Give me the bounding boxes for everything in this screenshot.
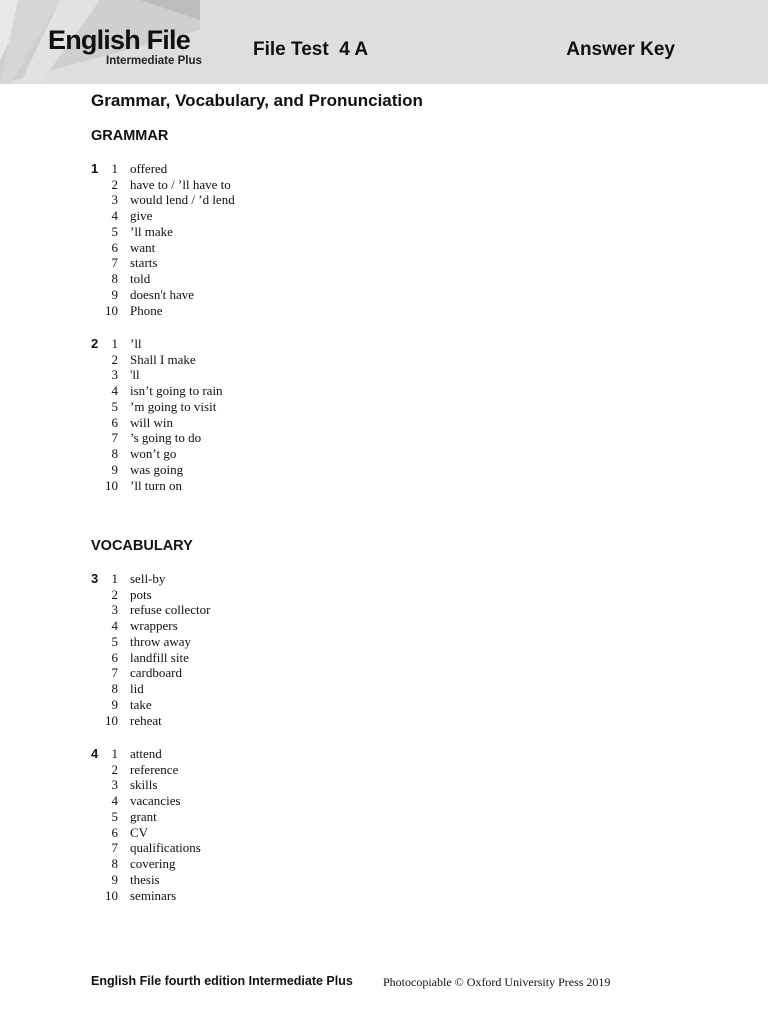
item-number: 9 (111, 461, 118, 477)
answer-text: would lend / ’d lend (130, 192, 235, 208)
item-number: 7 (111, 665, 118, 681)
answer-row (91, 193, 491, 209)
item-number: 1 (111, 745, 118, 761)
item-number: 3 (111, 367, 118, 383)
item-number: 4 (111, 208, 118, 224)
answer-text: pots (130, 586, 152, 602)
item-number: 6 (111, 414, 118, 430)
answer-row (91, 697, 491, 713)
answer-text: Phone (130, 302, 163, 318)
answer-row (91, 271, 491, 287)
answer-row (91, 666, 491, 682)
answer-text: landfill site (130, 649, 189, 665)
answer-text: isn’t going to rain (130, 383, 223, 399)
item-number: 7 (111, 255, 118, 271)
item-number: 4 (111, 793, 118, 809)
answer-text: won’t go (130, 446, 177, 462)
item-number: 9 (111, 871, 118, 887)
answer-text: thesis (130, 871, 160, 887)
exercise-number: 2 (91, 336, 99, 352)
answer-text: reference (130, 761, 179, 777)
item-number: 5 (111, 633, 118, 649)
answer-text: ’m going to visit (130, 398, 217, 414)
section-title: Grammar, Vocabulary, and Pronunciation (91, 91, 423, 110)
answer-text: ’ll turn on (130, 477, 182, 493)
item-number: 7 (111, 430, 118, 446)
answer-text: want (130, 239, 156, 255)
answer-text: starts (130, 255, 158, 271)
answer-row (91, 478, 491, 494)
item-number: 8 (111, 681, 118, 697)
answer-row (91, 208, 491, 224)
answer-text: sell-by (130, 570, 166, 586)
answer-row (91, 431, 491, 447)
page-header (0, 0, 768, 84)
answer-text: offered (130, 160, 168, 176)
exercise-number: 1 (91, 161, 99, 177)
answer-text: qualifications (130, 840, 201, 856)
item-number: 10 (105, 302, 118, 318)
item-number: 8 (111, 446, 118, 462)
answer-text: wrappers (130, 618, 178, 634)
logo-title: English File (48, 25, 190, 55)
item-number: 5 (111, 808, 118, 824)
answer-text: will win (130, 414, 173, 430)
answer-row (91, 778, 491, 794)
answer-row (91, 303, 491, 319)
exercise-2 (91, 336, 491, 494)
answer-text: give (130, 208, 153, 224)
answer-text: seminars (130, 887, 177, 903)
item-number: 5 (111, 223, 118, 239)
item-number: 1 (111, 160, 118, 176)
item-number: 6 (111, 824, 118, 840)
vocabulary-heading: VOCABULARY (91, 538, 193, 554)
item-number: 9 (111, 696, 118, 712)
answer-text: refuse collector (130, 602, 211, 618)
item-number: 1 (111, 570, 118, 586)
answer-row (91, 793, 491, 809)
item-number: 8 (111, 856, 118, 872)
answer-row (91, 713, 491, 729)
item-number: 10 (105, 477, 118, 493)
item-number: 2 (111, 761, 118, 777)
answer-text: ’ll (130, 335, 142, 351)
item-number: 3 (111, 192, 118, 208)
exercise-4 (91, 746, 491, 904)
answer-row (91, 888, 491, 904)
item-number: 8 (111, 271, 118, 287)
answer-text: lid (130, 681, 144, 697)
answer-text: doesn't have (130, 286, 195, 302)
answer-key-label: Answer Key (566, 39, 675, 60)
answer-row (91, 368, 491, 384)
item-number: 1 (111, 335, 118, 351)
item-number: 5 (111, 398, 118, 414)
footer-copyright: Photocopiable © Oxford University Press 2019 (383, 975, 611, 989)
answer-text: Shall I make (130, 351, 196, 367)
answer-text: CV (130, 824, 149, 840)
answer-text: have to / ’ll have to (130, 176, 231, 192)
answer-text: grant (130, 808, 157, 824)
item-number: 3 (111, 602, 118, 618)
footer-edition: English File fourth edition Intermediate Plus (91, 974, 353, 988)
item-number: 6 (111, 239, 118, 255)
exercise-number: 4 (91, 746, 99, 762)
grammar-heading: GRAMMAR (91, 128, 169, 144)
exercise-3 (91, 571, 491, 729)
answer-row (91, 462, 491, 478)
answer-row (91, 571, 491, 587)
answer-text: attend (130, 745, 162, 761)
answer-text: was going (130, 461, 184, 477)
item-number: 2 (111, 586, 118, 602)
answer-row (91, 809, 491, 825)
answer-row (91, 603, 491, 619)
answer-row (91, 240, 491, 256)
answer-row (91, 650, 491, 666)
answer-text: vacancies (130, 793, 181, 809)
answer-row (91, 587, 491, 603)
answer-text: told (130, 271, 151, 287)
answer-row (91, 177, 491, 193)
answer-row (91, 618, 491, 634)
item-number: 6 (111, 649, 118, 665)
item-number: 10 (105, 887, 118, 903)
answer-row (91, 287, 491, 303)
exercise-1 (91, 161, 491, 319)
answer-text: covering (130, 856, 176, 872)
answer-row (91, 352, 491, 368)
answer-text: take (130, 696, 152, 712)
item-number: 10 (105, 712, 118, 728)
answer-row (91, 256, 491, 272)
answer-text: ’s going to do (130, 430, 202, 446)
english-file-logo (48, 26, 202, 68)
answer-text: throw away (130, 633, 192, 649)
item-number: 7 (111, 840, 118, 856)
answer-row (91, 224, 491, 240)
answer-row (91, 415, 491, 431)
item-number: 4 (111, 618, 118, 634)
item-number: 2 (111, 176, 118, 192)
item-number: 4 (111, 383, 118, 399)
answer-row (91, 634, 491, 650)
answer-text: ’ll make (130, 223, 173, 239)
answer-row (91, 336, 491, 352)
answer-text: skills (130, 777, 158, 793)
answer-row (91, 446, 491, 462)
answer-row (91, 746, 491, 762)
item-number: 3 (111, 777, 118, 793)
answer-row (91, 841, 491, 857)
item-number: 2 (111, 351, 118, 367)
logo-subtitle: Intermediate Plus (106, 55, 202, 67)
answer-row (91, 825, 491, 841)
answer-text: reheat (130, 712, 162, 728)
answer-row (91, 383, 491, 399)
answer-row (91, 681, 491, 697)
item-number: 9 (111, 286, 118, 302)
test-title: File Test 4 A (253, 39, 369, 60)
answer-row (91, 872, 491, 888)
answer-row (91, 856, 491, 872)
answer-row (91, 399, 491, 415)
answer-row (91, 161, 491, 177)
answer-row (91, 762, 491, 778)
answer-text: 'll (130, 367, 140, 383)
exercise-number: 3 (91, 571, 99, 587)
answer-text: cardboard (130, 665, 182, 681)
